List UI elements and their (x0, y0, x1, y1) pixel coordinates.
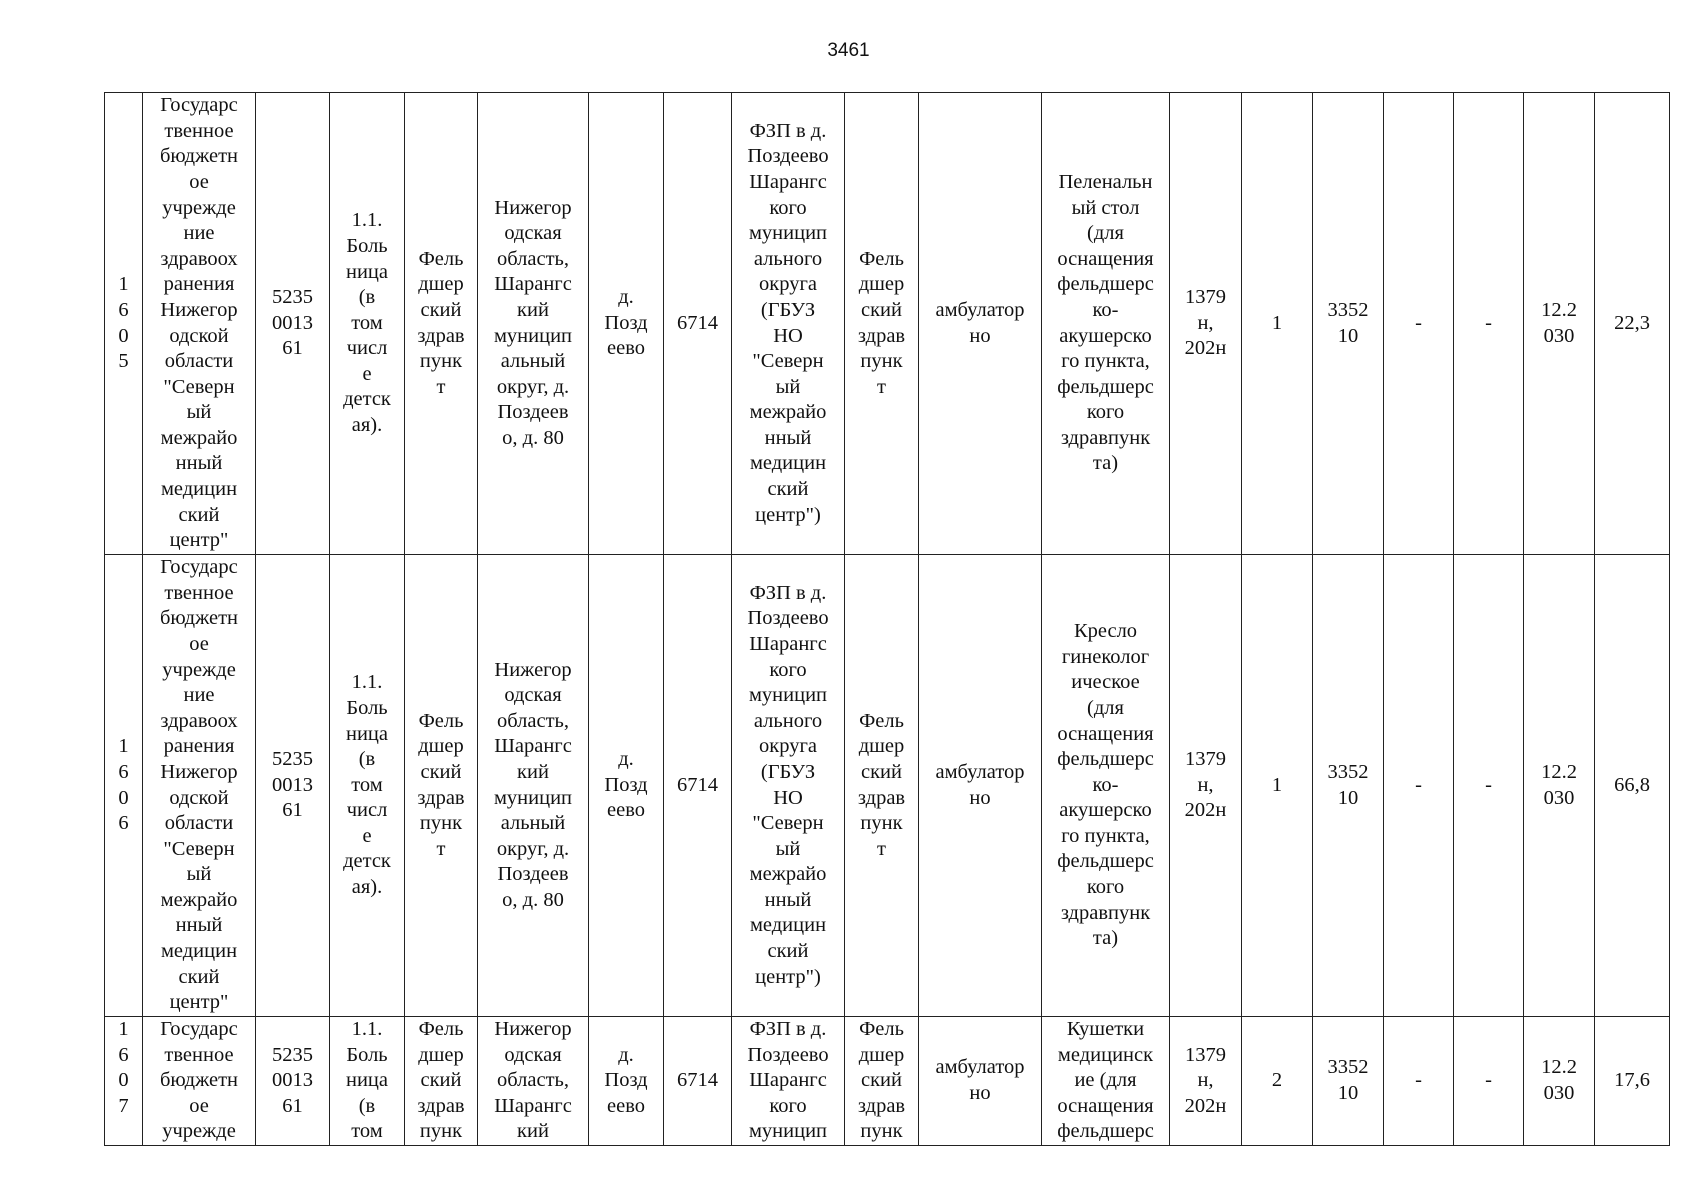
value-cell: 22,3 (1595, 93, 1670, 555)
okpd-cell: 3352 10 (1313, 93, 1384, 555)
date-cell: 12.2 030 (1524, 1017, 1595, 1146)
dash-cell: - (1384, 1017, 1454, 1146)
category-cell: 1.1. Боль ница (в том числ е детск ая). (330, 93, 405, 555)
row-number-cell: 1 6 0 7 (105, 1017, 143, 1146)
order-cell: 1379 н, 202н (1170, 93, 1242, 555)
table-row (105, 93, 1670, 555)
facility-cell: ФЗП в д. Поздеево Шарангс кого муницип ального округа (ГБУЗ НО "Северн ый межрайо нный медицин ский центр") (732, 555, 845, 1017)
dash-cell: - (1454, 555, 1524, 1017)
category-cell: 1.1. Боль ница (в том числ е детск ая). (330, 555, 405, 1017)
code-cell: 6714 (664, 93, 732, 555)
equipment-cell: Кресло гинеколог ическое (для оснащения фельдшерс ко- акушерско го пункта, фельдшерс кого здравпунк та) (1042, 555, 1170, 1017)
organization-cell: Государс твенное бюджетн ое учрежде (143, 1017, 256, 1146)
care-form-cell: амбулатор но (919, 93, 1042, 555)
row-number-cell: 1 6 0 6 (105, 555, 143, 1017)
care-form-cell: амбулатор но (919, 1017, 1042, 1146)
code-cell: 6714 (664, 555, 732, 1017)
code-cell: 6714 (664, 1017, 732, 1146)
address-cell: Нижегор одская область, Шарангс кий муницип альный округ, д. Поздеев о, д. 80 (478, 93, 589, 555)
settlement-cell: д. Позд еево (589, 555, 664, 1017)
organization-cell: Государс твенное бюджетн ое учрежде ние здравоох ранения Нижегор одской области "Северн ый межрайо нный медицин ский центр" (143, 555, 256, 1017)
category-cell: 1.1. Боль ница (в том (330, 1017, 405, 1146)
care-form-cell: амбулатор но (919, 555, 1042, 1017)
quantity-cell: 1 (1242, 93, 1313, 555)
address-cell: Нижегор одская область, Шарангс кий (478, 1017, 589, 1146)
okpd-cell: 3352 10 (1313, 555, 1384, 1017)
date-cell: 12.2 030 (1524, 93, 1595, 555)
settlement-cell: д. Позд еево (589, 93, 664, 555)
dash-cell: - (1454, 93, 1524, 555)
unit-type-cell: Фель дшер ский здрав пунк (405, 1017, 478, 1146)
address-cell: Нижегор одская область, Шарангс кий муницип альный округ, д. Поздеев о, д. 80 (478, 555, 589, 1017)
inn-cell: 5235 0013 61 (256, 1017, 330, 1146)
value-cell: 66,8 (1595, 555, 1670, 1017)
unit-type-cell: Фель дшер ский здрав пунк т (405, 93, 478, 555)
equipment-cell: Кушетки медицинск ие (для оснащения фельдшерс (1042, 1017, 1170, 1146)
equipment-table (104, 92, 1670, 1146)
table-row (105, 1017, 1670, 1146)
facility-cell: ФЗП в д. Поздеево Шарангс кого муницип (732, 1017, 845, 1146)
order-cell: 1379 н, 202н (1170, 555, 1242, 1017)
equipment-cell: Пеленальн ый стол (для оснащения фельдшерс ко- акушерско го пункта, фельдшерс кого здравпунк та) (1042, 93, 1170, 555)
okpd-cell: 3352 10 (1313, 1017, 1384, 1146)
value-cell: 17,6 (1595, 1017, 1670, 1146)
table-row (105, 555, 1670, 1017)
order-cell: 1379 н, 202н (1170, 1017, 1242, 1146)
quantity-cell: 1 (1242, 555, 1313, 1017)
page-number: 3461 (827, 40, 870, 61)
organization-cell: Государс твенное бюджетн ое учрежде ние здравоох ранения Нижегор одской области "Северн ый межрайо нный медицин ский центр" (143, 93, 256, 555)
division-cell: Фель дшер ский здрав пунк т (845, 93, 919, 555)
date-cell: 12.2 030 (1524, 555, 1595, 1017)
dash-cell: - (1384, 555, 1454, 1017)
division-cell: Фель дшер ский здрав пунк (845, 1017, 919, 1146)
inn-cell: 5235 0013 61 (256, 555, 330, 1017)
division-cell: Фель дшер ский здрав пунк т (845, 555, 919, 1017)
settlement-cell: д. Позд еево (589, 1017, 664, 1146)
inn-cell: 5235 0013 61 (256, 93, 330, 555)
quantity-cell: 2 (1242, 1017, 1313, 1146)
dash-cell: - (1384, 93, 1454, 555)
row-number-cell: 1 6 0 5 (105, 93, 143, 555)
facility-cell: ФЗП в д. Поздеево Шарангс кого муницип ального округа (ГБУЗ НО "Северн ый межрайо нный медицин ский центр") (732, 93, 845, 555)
dash-cell: - (1454, 1017, 1524, 1146)
unit-type-cell: Фель дшер ский здрав пунк т (405, 555, 478, 1017)
